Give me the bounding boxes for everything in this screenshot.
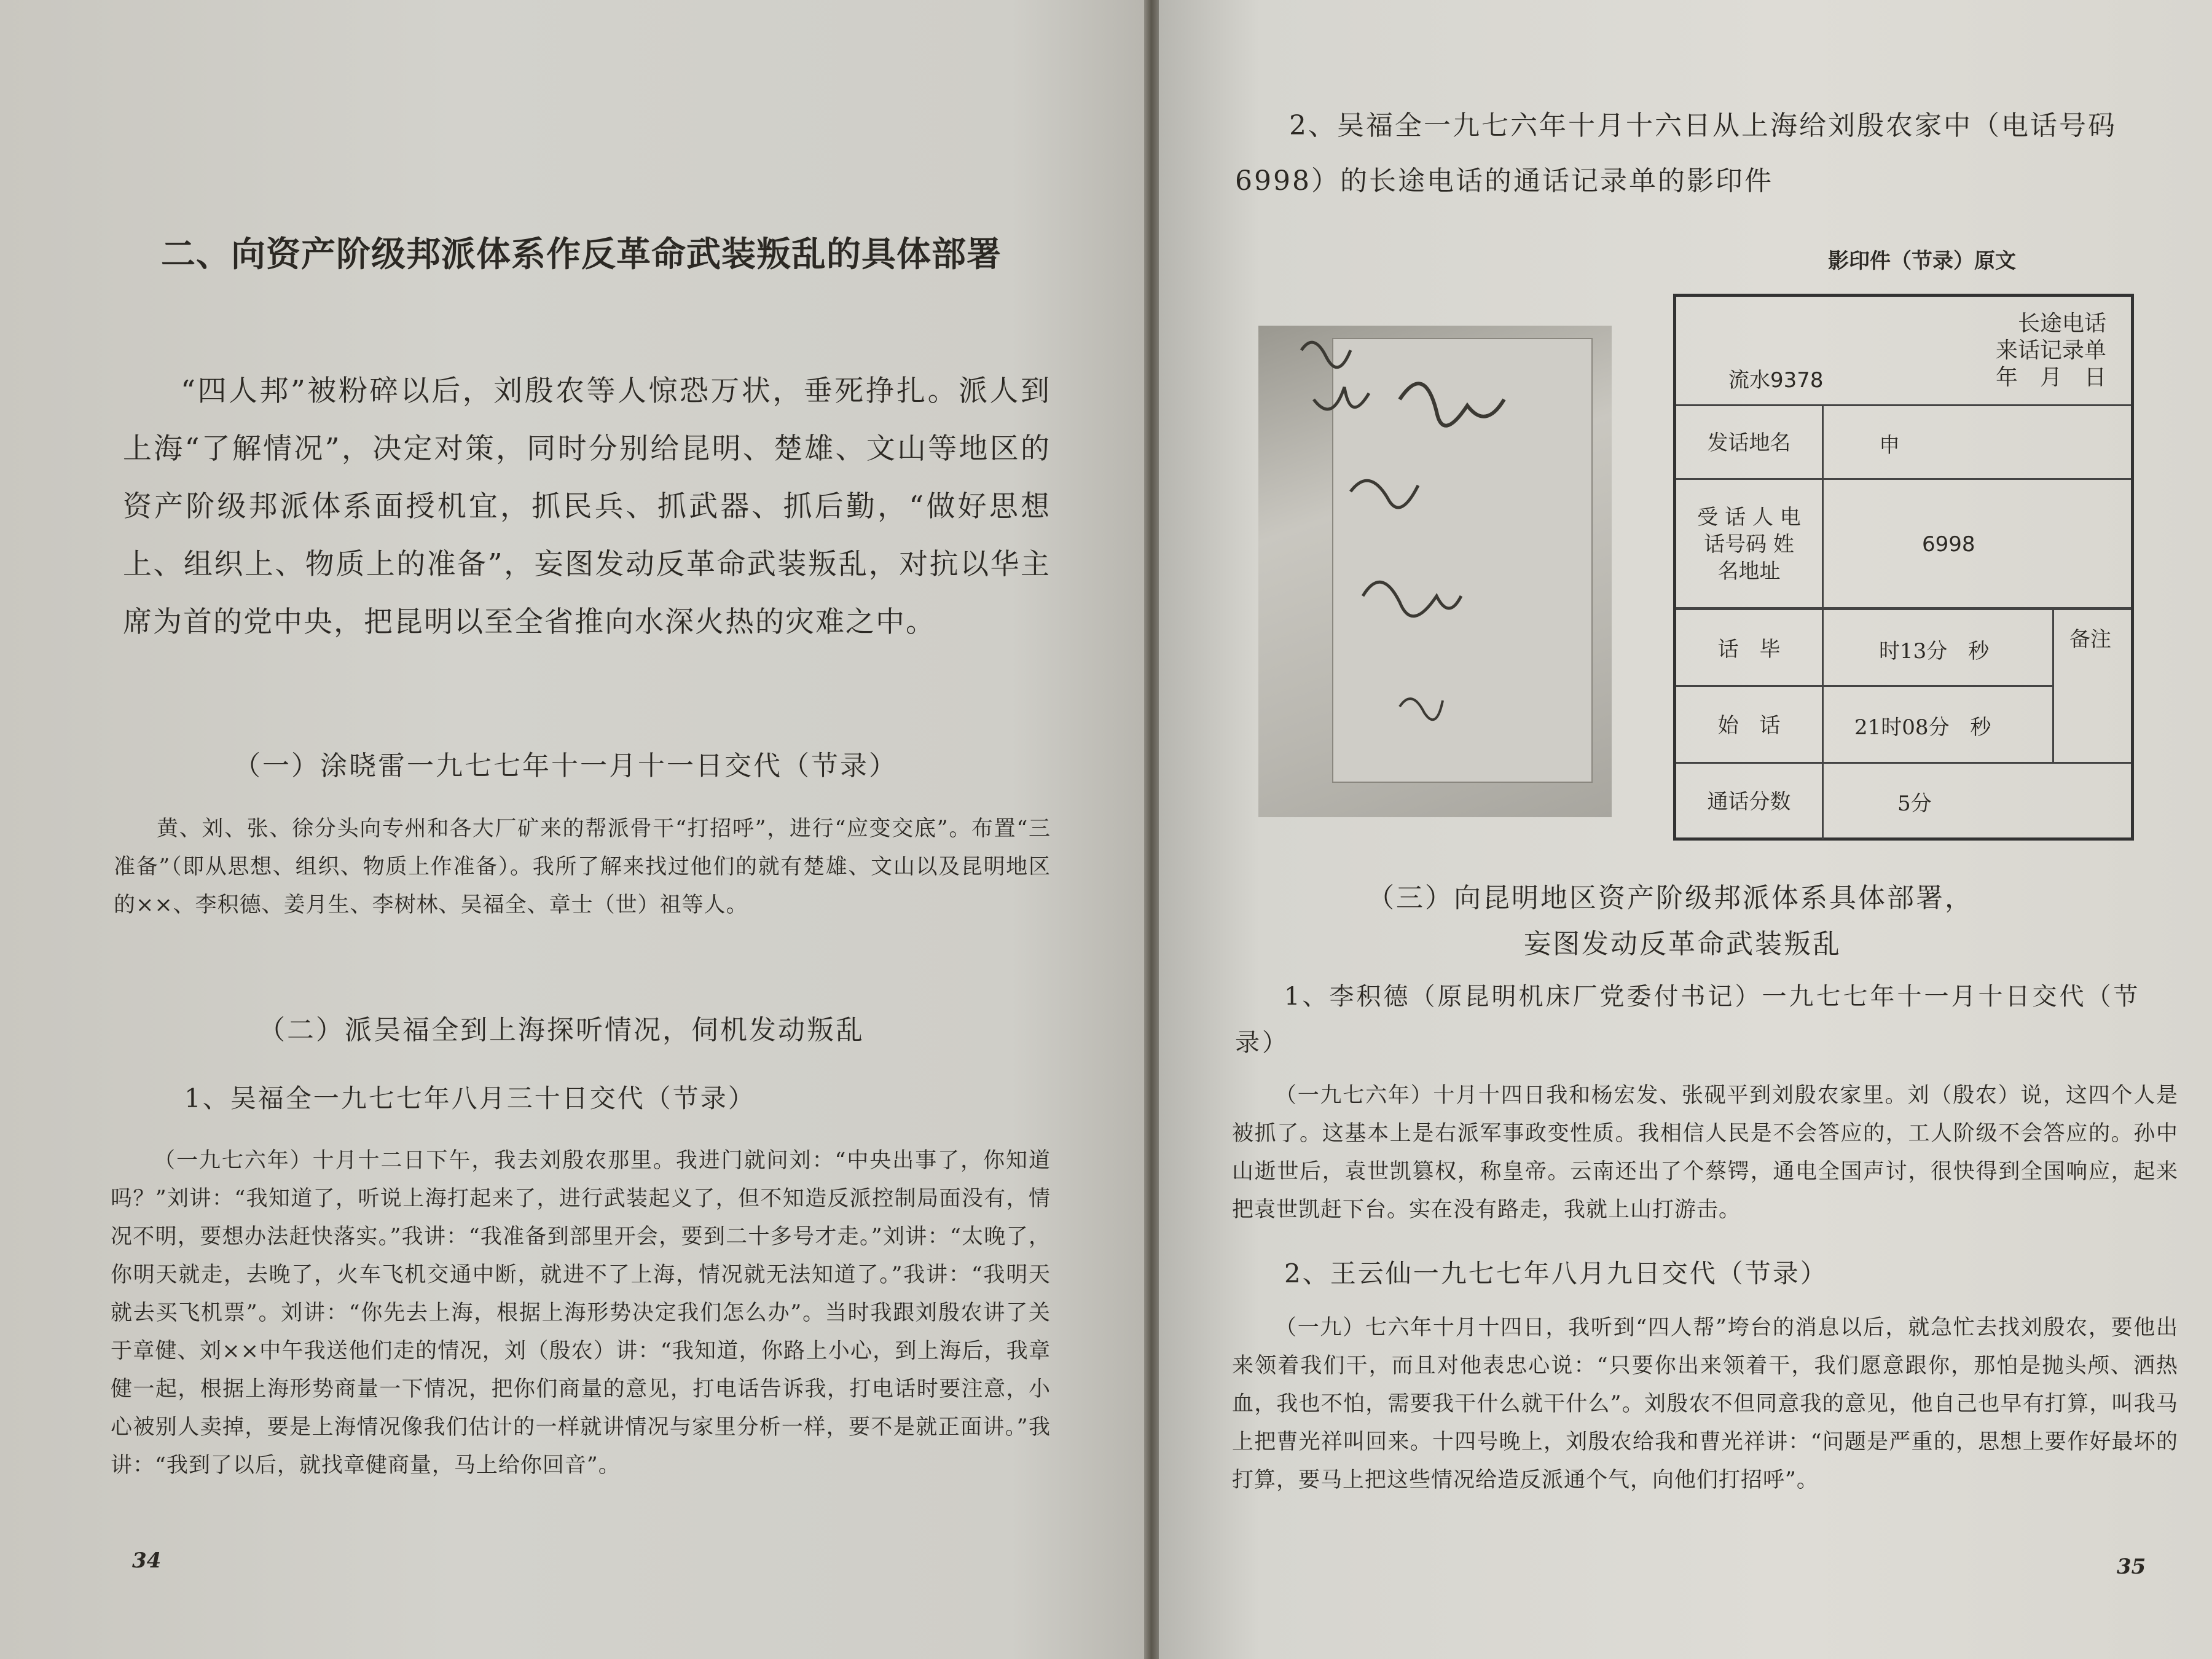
form-date-line: 年 月 日 xyxy=(1995,365,2106,390)
form-title-line-2: 来话记录单 xyxy=(1995,338,2106,363)
phone-record-form xyxy=(1673,294,2134,841)
photocopy-caption: 影印件（节录）原文 xyxy=(1828,249,2016,273)
form-row-end xyxy=(1676,607,2131,688)
handwriting-scribbles xyxy=(1258,326,1612,817)
form-header xyxy=(1676,297,2131,404)
subsection-1-title: （一）涂晓雷一九七七年十一月十一日交代（节录） xyxy=(233,750,898,782)
start-label: 始 话 xyxy=(1676,687,1824,764)
subsection-3-title-line-1: （三）向昆明地区资产阶级邦派体系具体部署， xyxy=(1367,882,1974,914)
photocopy-image xyxy=(1258,326,1612,817)
form-row-minutes xyxy=(1676,762,2131,839)
item-2-title: 2、吴福全一九七六年十月十六日从上海给刘殷农家中（电话号码6998）的长途电话的通话记录单的影印件 xyxy=(1235,110,2117,197)
page-number-right: 35 xyxy=(2117,1555,2146,1579)
item-3-title: 1、李积德（原昆明机床厂党委付书记）一九七七年十一月十日交代（节录） xyxy=(1235,982,2141,1057)
intro-paragraph: “四人邦”被粉碎以后，刘殷农等人惊恐万状，垂死挣扎。派人到上海“了解情况”，决定对策，同时分别给昆明、楚雄、文山等地区的资产阶级邦派体系面授机宜，抓民兵、抓武器、抓后勤，“做好思想上、组织上、物质上的准备”，妄图发动反革命武装叛乱，对抗以华主席为首的党中央，把昆明以至全省推向水深火热的灾难之中。 xyxy=(123,374,1051,639)
end-label: 话 毕 xyxy=(1676,610,1824,688)
section-title: 二、向资产阶级邦派体系作反革命武装叛乱的具体部署 xyxy=(161,235,1002,275)
form-row-origin xyxy=(1676,404,2131,480)
end-value: 时13分 秒 xyxy=(1879,639,1990,664)
book-gutter xyxy=(1144,0,1159,1659)
remarks-label: 备注 xyxy=(2069,627,2111,652)
minutes-value: 5分 xyxy=(1897,791,1932,816)
start-value: 21时08分 秒 xyxy=(1854,715,1991,740)
form-row-receiver xyxy=(1676,478,2131,609)
minutes-label: 通话分数 xyxy=(1676,764,1824,839)
subsection-1-text: 黄、刘、张、徐分头向专州和各大厂矿来的帮派骨干“打招呼”，进行“应变交底”。布置“三准备”（即从思想、组织、物质上作准备）。我所了解来找过他们的就有楚雄、文山以及昆明地区的××、李积德、姜月生、李树林、吴福全、章士（世）祖等人。 xyxy=(114,817,1051,917)
origin-label: 发话地名 xyxy=(1676,406,1824,480)
form-row-start xyxy=(1676,685,2052,764)
form-title xyxy=(1996,310,2106,391)
origin-value: 申 xyxy=(1879,433,1900,458)
receiver-value: 6998 xyxy=(1922,532,1975,557)
item-1-title: 1、吴福全一九七七年八月三十日交代（节录） xyxy=(184,1083,756,1113)
item-3-text: （一九七六年）十月十四日我和杨宏发、张砚平到刘殷农家里。刘（殷农）说，这四个人是被抓了。这基本上是右派军事政变性质。我相信人民是不会答应的，工人阶级不会答应的。孙中山逝世后，袁世凯篡权，称皇帝。云南还出了个蔡锷，通电全国声讨，很快得到全国响应，起来把袁世凯赶下台。实在没有路走，我就上山打游击。 xyxy=(1232,1083,2178,1222)
remarks-divider xyxy=(2052,607,2054,762)
item-1-text: （一九七六年）十月十二日下午，我去刘殷农那里。我进门就问刘：“中央出事了，你知道吗？”刘讲：“我知道了，听说上海打起来了，进行武装起义了，但不知造反派控制局面没有，情况不明，要想办法赶快落实。”我讲：“我准备到部里开会，要到二十多号才走。”刘讲：“太晚了，你明天就走，去晚了，火车飞机交通中断，就进不了上海，情况就无法知道了。”我讲：“我明天就去买飞机票”。刘讲：“你先去上海，根据上海形势决定我们怎么办”。当时我跟刘殷农讲了关于章健、刘××中午我送他们走的情况，刘（殷农）讲：“我知道，你路上小心，到上海后，我章健一起，根据上海形势商量一下情况，把你们商量的意见，打电话告诉我，打电话时要注意，小心被别人卖掉，要是上海情况像我们估计的一样就讲情况与家里分析一样，要不是就正面讲。”我讲：“我到了以后，就找章健商量，马上给你回音”。 xyxy=(111,1148,1051,1478)
receiver-label: 受 话 人 电话号码 姓名地址 xyxy=(1676,480,1824,609)
item-4-text: （一九）七六年十月十四日，我听到“四人帮”垮台的消息以后，就急忙去找刘殷农，要他出来领着我们干，而且对他表忠心说：“只要你出来领着干，我们愿意跟你，那怕是抛头颅、洒热血，我也不怕，需要我干什么就干什么”。刘殷农不但同意我的意见，他自己也早有打算，叫我马上把曹光祥叫回来。十四号晚上，刘殷农给我和曹光祥讲：“问题是严重的，思想上要作好最坏的打算，要马上把这些情况给造反派通个气，向他们打招呼”。 xyxy=(1232,1316,2178,1492)
item-4-title: 2、王云仙一九七七年八月九日交代（节录） xyxy=(1284,1258,1828,1288)
page-number-left: 34 xyxy=(132,1548,162,1573)
subsection-3-title-line-2: 妄图发动反革命武装叛乱 xyxy=(1524,928,1841,960)
form-title-line-1: 长途电话 xyxy=(2017,311,2106,336)
form-serial: 流水9378 xyxy=(1728,368,1824,393)
subsection-2-title: （二）派吴福全到上海探听情况，伺机发动叛乱 xyxy=(258,1014,865,1046)
